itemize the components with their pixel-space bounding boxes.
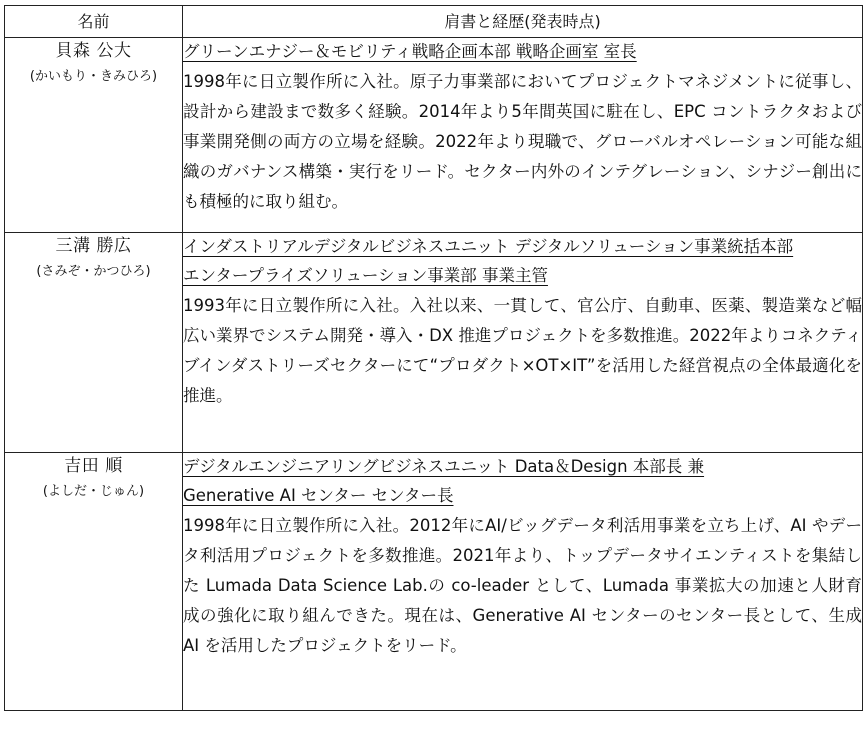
career-text: 1998年に日立製作所に入社。原子力事業部においてプロジェクトマネジメントに従事し、設計から建設まで数多く経験。2014年より5年間英国に駐在し、EPC コントラクタおよび事業開発側の両方の立場を経験。2022年より現職で、グローバルオペレーション可能な組織のガバナンス構築・実行をリード。セクター内外のインテグレーション、シナジー創出にも積極的に取り組む。 xyxy=(183,72,862,211)
bio-cell xyxy=(183,453,863,711)
person-reading: (よしだ・じゅん) xyxy=(42,484,145,499)
job-title: デジタルエンジニアリングビジネスユニット Data＆Design 本部長 兼 xyxy=(183,457,705,476)
job-title: インダストリアルデジタルビジネスユニット デジタルソリューション事業統括本部 xyxy=(183,237,794,256)
job-title: グリーンエナジー＆モビリティ戦略企画本部 戦略企画室 室長 xyxy=(183,42,637,61)
bio-cell xyxy=(183,38,863,233)
name-cell xyxy=(5,453,183,711)
career-text: 1998年に日立製作所に入社。2012年にAI/ビッグデータ利活用事業を立ち上げ、AI やデータ利活用プロジェクトを多数推進。2021年より、トップデータサイエンティストを集結した Lumada Data Science Lab.の co-leader として、Lumada 事業拡大の加速と人財育成の強化に取り組んできた。現在は、Generative AI センターのセンター長として、生成 AI を活用したプロジェクトをリード。 xyxy=(183,516,862,655)
header-row xyxy=(5,6,863,38)
table-row xyxy=(5,38,863,233)
table-row xyxy=(5,453,863,711)
table-row xyxy=(5,233,863,453)
profile-table xyxy=(4,5,863,711)
job-title: Generative AI センター センター長 xyxy=(183,486,454,505)
bio-cell xyxy=(183,233,863,453)
person-name: 三溝 勝広 xyxy=(55,236,132,256)
job-title: エンタープライズソリューション事業部 事業主管 xyxy=(183,266,548,285)
header-name: 名前 xyxy=(5,6,183,38)
person-reading: (かいもり・きみひろ) xyxy=(29,69,158,84)
person-name: 吉田 順 xyxy=(64,456,123,476)
name-cell xyxy=(5,233,183,453)
name-cell xyxy=(5,38,183,233)
career-text: 1993年に日立製作所に入社。入社以来、一貫して、官公庁、自動車、医薬、製造業など幅広い業界でシステム開発・導入・DX 推進プロジェクトを多数推進。2022年よりコネクティブインダストリーズセクターにて“プロダクト×OT×IT”を活用した経営視点の全体最適化を推進。 xyxy=(183,296,862,405)
person-reading: (さみぞ・かつひろ) xyxy=(36,264,151,279)
header-title-career: 肩書と経歴(発表時点) xyxy=(183,6,863,38)
person-name: 貝森 公大 xyxy=(55,41,132,61)
